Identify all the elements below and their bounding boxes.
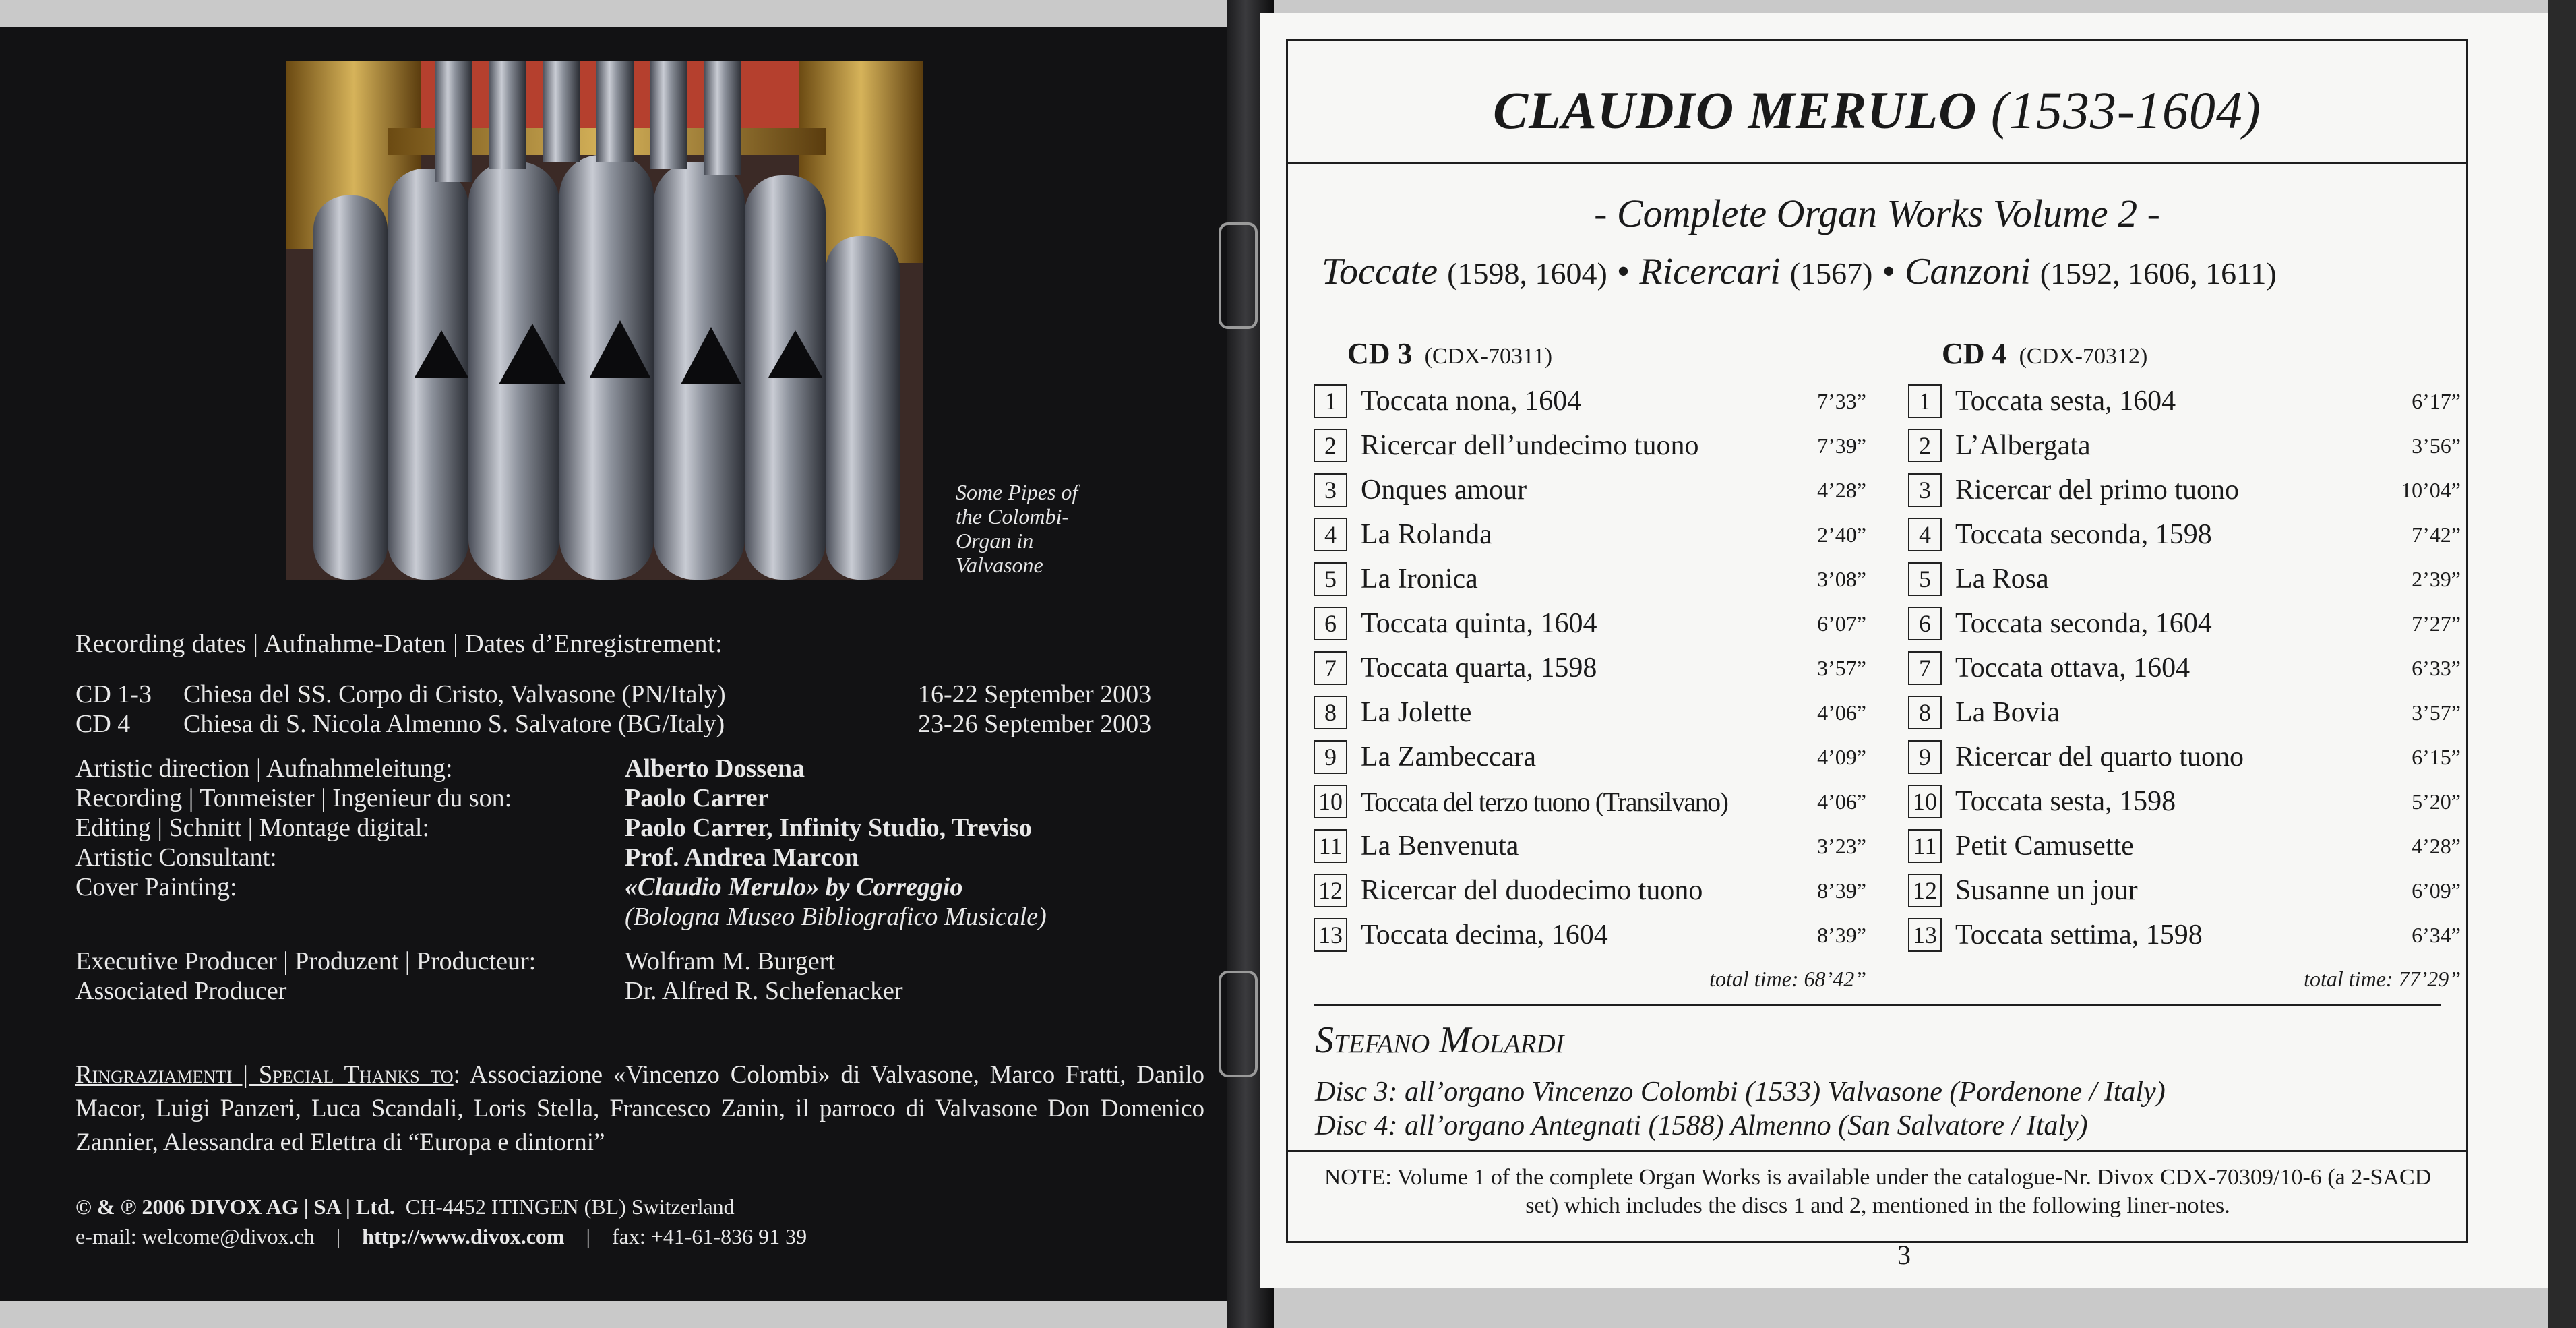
- total-time: total time: 77’29”: [2304, 967, 2461, 991]
- track-row: [1314, 379, 1866, 423]
- credit-row: [75, 872, 962, 902]
- track-number: 6: [1908, 607, 1942, 640]
- cd3-tracklist: [1314, 336, 1866, 992]
- genres-line: Toccate (1598, 1604) • Ricercari (1567) • Canzoni (1592, 1606, 1611): [1322, 251, 2277, 293]
- staple-icon: [1219, 971, 1258, 1077]
- credit-label: Artistic direction | Aufnahmeleitung:: [75, 754, 453, 783]
- genre-years: (1592, 1606, 1611): [2040, 256, 2277, 291]
- organ-pipes-image: [286, 61, 923, 580]
- track-duration: 6’17”: [2412, 388, 2461, 413]
- caption-line: Some Pipes of: [956, 480, 1078, 504]
- track-number: 8: [1908, 696, 1942, 729]
- track-title: La Benvenuta: [1361, 831, 1519, 862]
- track-row: [1908, 379, 2461, 423]
- track-title: Toccata seconda, 1598: [1955, 519, 2212, 550]
- track-row: [1314, 824, 1866, 868]
- track-duration: 10’04”: [2401, 477, 2461, 502]
- track-row: [1908, 868, 2461, 913]
- track-duration: 7’39”: [1817, 433, 1866, 458]
- track-number: 4: [1314, 518, 1347, 551]
- track-number: 1: [1908, 384, 1942, 418]
- track-number: 12: [1908, 874, 1942, 907]
- track-number: 6: [1314, 607, 1347, 640]
- content-frame: [1286, 39, 2468, 1243]
- track-number: 11: [1908, 829, 1942, 863]
- credit-value: (Bologna Museo Bibliografico Musicale): [625, 903, 1047, 931]
- track-row: [1908, 557, 2461, 601]
- address-text: CH-4452 ITINGEN (BL) Switzerland: [405, 1195, 735, 1219]
- track-title: Ricercar del duodecimo tuono: [1361, 875, 1703, 906]
- credit-value: Dr. Alfred R. Schefenacker: [625, 977, 903, 1005]
- track-duration: 3’56”: [2412, 433, 2461, 458]
- track-duration: 4’06”: [1817, 700, 1866, 725]
- track-title: La Zambeccara: [1361, 742, 1536, 773]
- cd4-tracklist: [1908, 336, 2461, 992]
- track-row: [1908, 468, 2461, 512]
- track-duration: 6’34”: [2412, 922, 2461, 947]
- track-duration: 8’39”: [1817, 878, 1866, 903]
- page-title: [1288, 80, 2466, 141]
- track-row: [1908, 779, 2461, 824]
- cd-heading: [1942, 336, 2461, 371]
- track-number: 4: [1908, 518, 1942, 551]
- track-title: Toccata nona, 1604: [1361, 386, 1582, 417]
- track-number: 2: [1314, 429, 1347, 462]
- total-time: total time: 68’42”: [1709, 967, 1866, 991]
- section-divider: [1314, 1004, 2441, 1006]
- track-title: Toccata decima, 1604: [1361, 919, 1608, 950]
- track-duration: 3’08”: [1817, 566, 1866, 591]
- recording-dates-heading: Recording dates | Aufnahme-Daten | Dates d’Enregistrement:: [75, 630, 723, 658]
- special-thanks: [75, 1058, 1204, 1159]
- caption-line: Valvasone: [956, 553, 1043, 577]
- track-duration: 7’27”: [2412, 611, 2461, 636]
- credit-row: [75, 754, 805, 783]
- credit-label: Artistic Consultant:: [75, 843, 277, 872]
- track-duration: 2’39”: [2412, 566, 2461, 591]
- genre-years: (1598, 1604): [1447, 256, 1607, 291]
- track-title: Toccata settima, 1598: [1955, 919, 2203, 950]
- cd-heading: [1347, 336, 1866, 371]
- track-title: La Rosa: [1955, 564, 2049, 595]
- track-duration: 2’40”: [1817, 522, 1866, 547]
- track-number: 13: [1314, 918, 1347, 952]
- note-divider: [1288, 1150, 2466, 1152]
- special-thanks-text: : Associazione «Vincenzo Colombi» di Valvasone, Marco Fratti, Danilo Macor, Luigi Panzeri, Luca Scandali, Loris Stella, Francesco Zanin, il parroco di Valvasone Don Domenico Zannier, Alessandra ed Elettra di “Europa e dintorni”: [75, 1061, 1204, 1156]
- volume-note: [1315, 1164, 2441, 1220]
- track-row: [1908, 646, 2461, 690]
- track-duration: 6’33”: [2412, 655, 2461, 680]
- recording-place: Chiesa del SS. Corpo di Cristo, Valvasone (PN/Italy): [183, 680, 726, 708]
- track-title: Toccata seconda, 1604: [1955, 608, 2212, 639]
- genre-name: Ricercari: [1639, 251, 1781, 293]
- track-title: Toccata del terzo tuono (Transilvano): [1361, 786, 1728, 817]
- title-bar: [1288, 41, 2466, 164]
- track-row: [1908, 423, 2461, 468]
- credit-value: Paolo Carrer, Infinity Studio, Treviso: [625, 814, 1032, 842]
- track-row: [1314, 913, 1866, 957]
- copyright-block: [75, 1192, 807, 1251]
- cd-label: CD 4: [1942, 337, 2007, 370]
- credit-label: Executive Producer | Produzent | Producteur:: [75, 947, 536, 975]
- track-duration: 4’28”: [1817, 477, 1866, 502]
- credit-value: Alberto Dossena: [625, 754, 805, 783]
- credit-label: [75, 902, 625, 932]
- track-row: [1908, 512, 2461, 557]
- track-row: [1908, 824, 2461, 868]
- composer-name: CLAUDIO MERULO: [1493, 81, 1977, 140]
- website-link[interactable]: http://www.divox.com: [362, 1224, 565, 1248]
- right-page: [1260, 13, 2548, 1288]
- track-title: La Bovia: [1955, 697, 2060, 728]
- track-number: 10: [1314, 785, 1347, 818]
- credit-row: [75, 946, 835, 976]
- track-number: 5: [1908, 562, 1942, 596]
- recording-place: Chiesa di S. Nicola Almenno S. Salvatore (BG/Italy): [183, 710, 725, 738]
- track-number: 7: [1908, 651, 1942, 685]
- track-duration: 4’09”: [1817, 744, 1866, 769]
- staple-icon: [1219, 222, 1258, 329]
- recording-dates: 16-22 September 2003: [918, 680, 1152, 708]
- organ-pipes-photo: [286, 61, 923, 580]
- special-thanks-heading: Ringraziamenti | Special Thanks to: [75, 1061, 454, 1089]
- credit-label: Associated Producer: [75, 977, 287, 1005]
- track-title: La Rolanda: [1361, 519, 1492, 550]
- caption-line: the Colombi-: [956, 504, 1069, 529]
- recording-row: [75, 709, 1151, 739]
- credit-value: «Claudio Merulo» by Correggio: [625, 873, 963, 901]
- track-title: La Jolette: [1361, 697, 1472, 728]
- cd-label: CD 3: [1347, 337, 1413, 370]
- note-label: NOTE:: [1324, 1165, 1392, 1190]
- track-row: [1314, 512, 1866, 557]
- recording-cd: CD 1-3: [75, 680, 152, 708]
- track-title: Toccata sesta, 1598: [1955, 786, 2176, 817]
- email-text: e-mail: welcome@divox.ch: [75, 1224, 315, 1248]
- track-row: [1314, 690, 1866, 735]
- track-number: 9: [1314, 740, 1347, 774]
- track-number: 5: [1314, 562, 1347, 596]
- track-number: 3: [1314, 473, 1347, 507]
- track-number: 13: [1908, 918, 1942, 952]
- track-title: Ricercar del primo tuono: [1955, 475, 2240, 506]
- track-title: Toccata quarta, 1598: [1361, 653, 1597, 684]
- track-duration: 6’07”: [1817, 611, 1866, 636]
- credit-value: Wolfram M. Burgert: [625, 947, 835, 975]
- track-title: Toccata sesta, 1604: [1955, 386, 2176, 417]
- track-row: [1908, 690, 2461, 735]
- left-page: [0, 27, 1267, 1301]
- track-duration: 7’33”: [1817, 388, 1866, 413]
- track-duration: 5’20”: [2412, 789, 2461, 814]
- track-title: Onques amour: [1361, 475, 1527, 506]
- track-title: La Ironica: [1361, 564, 1478, 595]
- track-duration: 3’57”: [2412, 700, 2461, 725]
- page-number: 3: [1897, 1240, 1911, 1270]
- track-duration: 6’09”: [2412, 878, 2461, 903]
- track-row: [1314, 646, 1866, 690]
- note-text: Volume 1 of the complete Organ Works is available under the catalogue-Nr. Divox CDX-70309/10-6 (a 2-SACD set) which includes the discs 1 and 2, mentioned in the following liner-notes.: [1397, 1165, 2432, 1218]
- credit-label: Recording | Tonmeister | Ingenieur du son:: [75, 784, 512, 812]
- genre-name: Toccate: [1322, 251, 1438, 293]
- cd-catalog-code: (CDX-70312): [2019, 344, 2148, 369]
- cd-catalog-code: (CDX-70311): [1424, 344, 1553, 369]
- track-title: Petit Camusette: [1955, 831, 2134, 862]
- caption-line: Organ in: [956, 529, 1034, 553]
- copyright-line: [75, 1192, 807, 1221]
- disc-organ-info: Disc 4: all’organo Antegnati (1588) Almenno (San Salvatore / Italy): [1315, 1110, 2088, 1141]
- contact-line: e-mail: welcome@divox.ch | http://www.divox.com | fax: +41-61-836 91 39: [75, 1224, 807, 1248]
- recording-row: [75, 680, 1151, 709]
- track-title: Toccata quinta, 1604: [1361, 608, 1597, 639]
- track-number: 7: [1314, 651, 1347, 685]
- track-duration: 3’23”: [1817, 833, 1866, 858]
- track-duration: 4’28”: [2412, 833, 2461, 858]
- credit-row: [75, 902, 1047, 932]
- credit-value: Paolo Carrer: [625, 784, 769, 812]
- track-row: [1908, 601, 2461, 646]
- subtitle: - Complete Organ Works Volume 2 -: [1594, 191, 2160, 235]
- track-row: [1314, 601, 1866, 646]
- disc-organ-info: Disc 3: all’organo Vincenzo Colombi (1533) Valvasone (Pordenone / Italy): [1315, 1077, 2166, 1108]
- photo-caption: [956, 480, 1104, 577]
- track-row: [1908, 913, 2461, 957]
- track-row: [1314, 779, 1866, 824]
- track-row: [1314, 868, 1866, 913]
- track-duration: 4’06”: [1817, 789, 1866, 814]
- track-title: Ricercar del quarto tuono: [1955, 742, 2244, 773]
- track-row: [1314, 468, 1866, 512]
- booklet-edge: [2548, 0, 2576, 1328]
- credit-value: Prof. Andrea Marcon: [625, 843, 859, 872]
- track-number: 12: [1314, 874, 1347, 907]
- composer-years: (1533-1604): [1990, 81, 2261, 140]
- track-duration: 8’39”: [1817, 922, 1866, 947]
- track-title: L’Albergata: [1955, 430, 2091, 461]
- fax-text: fax: +41-61-836 91 39: [611, 1224, 807, 1248]
- copyright-text: © & ℗ 2006 DIVOX AG | SA | Ltd.: [75, 1195, 395, 1219]
- track-title: Susanne un jour: [1955, 875, 2138, 906]
- genre-years: (1567): [1789, 256, 1873, 291]
- track-row: [1314, 557, 1866, 601]
- credit-row: [75, 813, 1032, 843]
- track-duration: 7’42”: [2412, 522, 2461, 547]
- track-number: 11: [1314, 829, 1347, 863]
- track-number: 9: [1908, 740, 1942, 774]
- track-number: 2: [1908, 429, 1942, 462]
- track-row: [1908, 735, 2461, 779]
- track-number: 8: [1314, 696, 1347, 729]
- credit-row: [75, 783, 769, 813]
- track-row: [1314, 423, 1866, 468]
- credit-row: [75, 843, 859, 872]
- track-duration: 3’57”: [1817, 655, 1866, 680]
- recording-dates: 23-26 September 2003: [918, 710, 1152, 738]
- credit-row: [75, 976, 903, 1006]
- credit-label: Editing | Schnitt | Montage digital:: [75, 814, 430, 842]
- genre-name: Canzoni: [1905, 251, 2031, 293]
- credit-label: Cover Painting:: [75, 873, 237, 901]
- track-number: 10: [1908, 785, 1942, 818]
- track-title: Toccata ottava, 1604: [1955, 653, 2190, 684]
- track-row: [1314, 735, 1866, 779]
- performer-name: Stefano Molardi: [1315, 1019, 1564, 1061]
- track-number: 1: [1314, 384, 1347, 418]
- track-title: Ricercar dell’undecimo tuono: [1361, 430, 1699, 461]
- recording-cd: CD 4: [75, 710, 131, 738]
- track-duration: 6’15”: [2412, 744, 2461, 769]
- track-number: 3: [1908, 473, 1942, 507]
